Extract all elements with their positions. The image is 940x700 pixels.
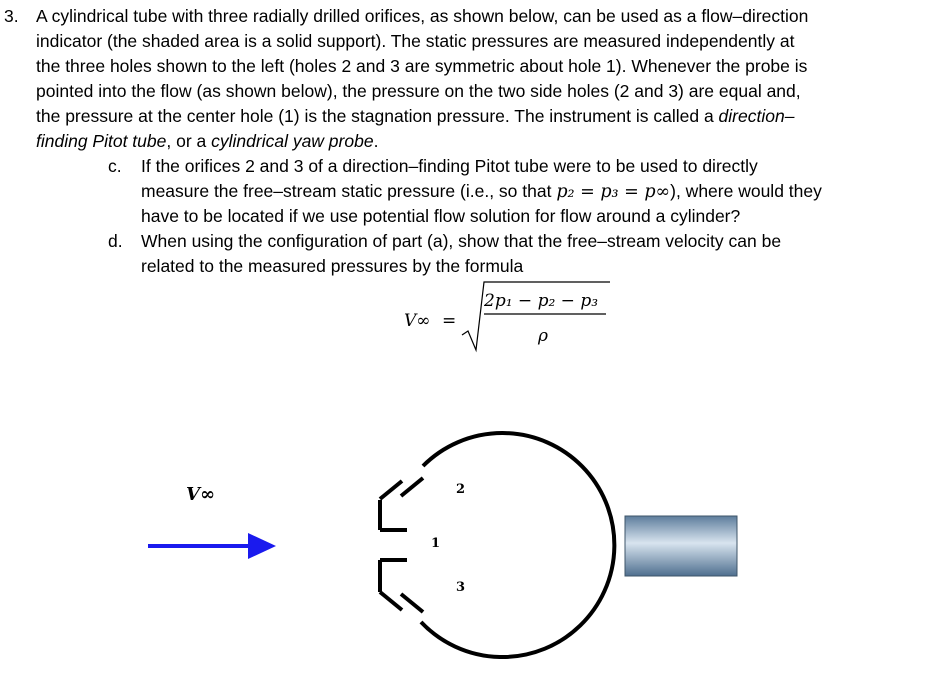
hole-3-label: 3 <box>456 580 466 595</box>
hole-3-wall-outer <box>380 592 402 610</box>
hole-2-label: 2 <box>456 482 466 497</box>
flow-arrow-head <box>248 533 276 559</box>
part-d-line-1: When using the configuration of part (a), show that the free–stream velocity can be <box>141 231 782 251</box>
cylinder-wall <box>421 433 614 657</box>
formula-lhs: V∞ <box>404 311 431 331</box>
part-c-letter: c. <box>108 156 122 176</box>
part-c-line-3: have to be located if we use potential flow solution for flow around a cylinder? <box>141 206 741 226</box>
intro-line-6-end: . <box>373 131 379 151</box>
formula-equals: = <box>442 311 457 331</box>
solid-support <box>625 516 737 576</box>
pressure-equality: p₂ = p₃ = p∞ <box>556 182 671 202</box>
part-c-line-2-end: ), where would they <box>670 181 822 201</box>
part-c-line-2-text: measure the free–stream static pressure (i.e., so that <box>141 181 557 201</box>
intro-line-3: the three holes shown to the left (holes 2 and 3 are symmetric about hole 1). Whenever the probe is <box>36 56 808 76</box>
problem-number: 3. <box>4 6 19 26</box>
hole-3-wall-inner <box>401 594 423 612</box>
part-d-letter: d. <box>108 231 123 251</box>
part-c-line-1: If the orifices 2 and 3 of a direction–finding Pitot tube were to be used to directly <box>141 156 758 176</box>
hole-2-wall-inner <box>401 478 423 496</box>
instrument-name-part2: finding Pitot tube <box>36 131 167 151</box>
intro-line-2: indicator (the shaded area is a solid support). The static pressures are measured independently at <box>36 31 795 51</box>
part-d-line-2: related to the measured pressures by the formula <box>141 256 524 276</box>
alt-instrument-name: cylindrical yaw probe <box>211 131 374 151</box>
intro-line-4: pointed into the flow (as shown below), the pressure on the two side holes (2 and 3) are equal and, <box>36 81 801 101</box>
formula-numerator: 2p₁ − p₂ − p₃ <box>484 291 599 311</box>
intro-line-1: A cylindrical tube with three radially drilled orifices, as shown below, can be used as a flow–direction <box>36 6 809 26</box>
instrument-name-part1: direction– <box>718 106 795 126</box>
hole-1-label: 1 <box>431 536 441 551</box>
velocity-label: V∞ <box>186 484 215 505</box>
intro-line-6-text: , or a <box>166 131 212 151</box>
hole-2-wall-outer <box>380 481 402 499</box>
formula-denominator: ρ <box>538 326 548 346</box>
intro-line-5-text: the pressure at the center hole (1) is the stagnation pressure. The instrument is called a <box>36 106 719 126</box>
